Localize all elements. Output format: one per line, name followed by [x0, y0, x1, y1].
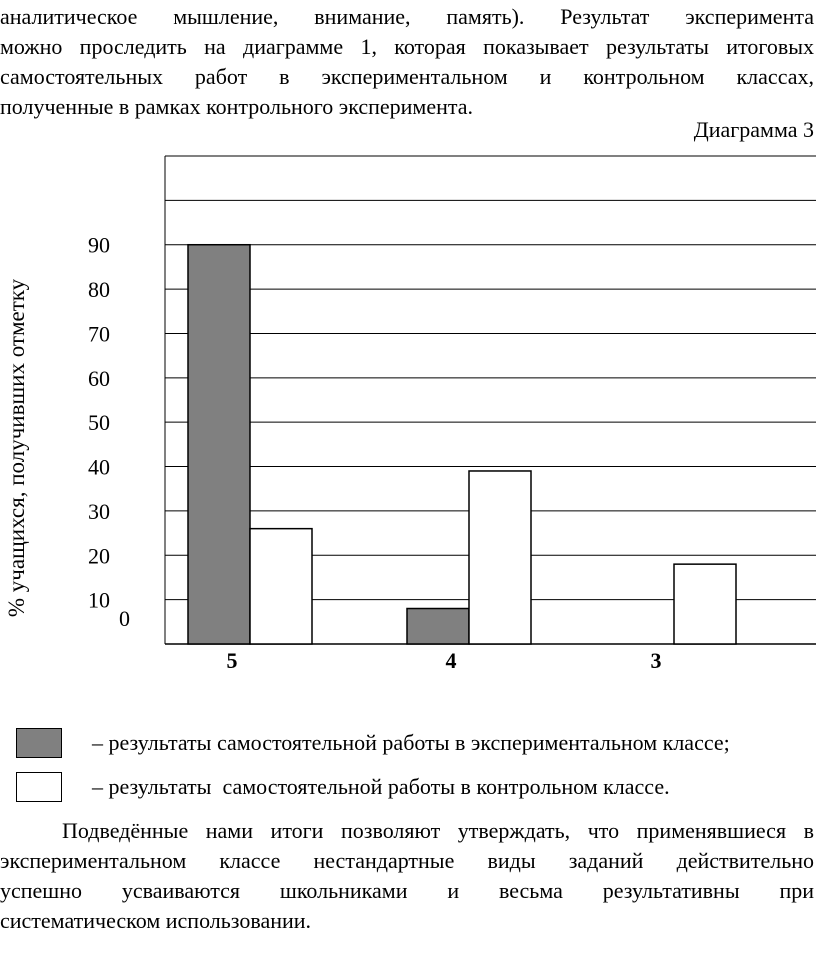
legend-item-control [16, 772, 816, 808]
paragraph-line: экспериментальном классе нестандартные виды заданий действительно [0, 848, 814, 873]
paragraph-line: аналитическое мышление, внимание, память). Результат эксперимента [0, 4, 814, 29]
y-tick-label: 70 [88, 321, 110, 347]
intro-paragraph [0, 2, 814, 122]
legend-label: – результаты самостоятельной работы в контрольном классе. [92, 774, 670, 799]
y-axis-label: % учащихся, получивших отметку [4, 278, 29, 618]
legend-item-experimental [16, 728, 816, 764]
y-tick-label: 0 [119, 606, 130, 631]
x-category-label: 3 [650, 648, 662, 673]
y-tick-label: 90 [88, 232, 110, 258]
paragraph-line: успешно усваиваются школьниками и весьма результативны при [0, 878, 814, 903]
diagram-caption: Диаграмма 3 [693, 117, 814, 142]
paragraph-line: Подведённые нами итоги позволяют утверждать, что применявшиеся в [62, 818, 814, 843]
legend-swatch-experimental [16, 728, 62, 758]
legend-label: – результаты самостоятельной работы в экспериментальном классе; [92, 730, 730, 755]
y-tick-labels [88, 233, 130, 631]
paragraph-line: самостоятельных работ в экспериментальном и контрольном классах, [0, 64, 814, 89]
y-tick-label: 20 [88, 543, 110, 569]
bar [188, 245, 250, 644]
bar [674, 564, 736, 644]
bar [407, 609, 469, 644]
x-category-label: 5 [226, 648, 238, 673]
y-tick-label: 50 [88, 410, 110, 436]
paragraph-line: систематическом использовании. [0, 908, 312, 933]
bar [250, 529, 312, 644]
legend-swatch-control [16, 772, 62, 802]
bars [188, 245, 736, 644]
conclusion-paragraph [0, 816, 814, 936]
bar-chart [0, 148, 816, 678]
paragraph-line: полученные в рамках контрольного эксперимента. [0, 94, 474, 119]
paragraph-line: можно проследить на диаграмме 1, которая показывает результаты итоговых [0, 34, 814, 59]
bar [469, 471, 531, 644]
y-tick-label: 40 [88, 454, 110, 480]
y-tick-label: 10 [88, 587, 110, 613]
y-tick-label: 80 [88, 277, 110, 303]
x-category-labels [227, 648, 662, 673]
y-tick-label: 60 [88, 365, 110, 391]
x-category-label: 4 [445, 648, 457, 673]
y-tick-label: 30 [88, 498, 110, 524]
